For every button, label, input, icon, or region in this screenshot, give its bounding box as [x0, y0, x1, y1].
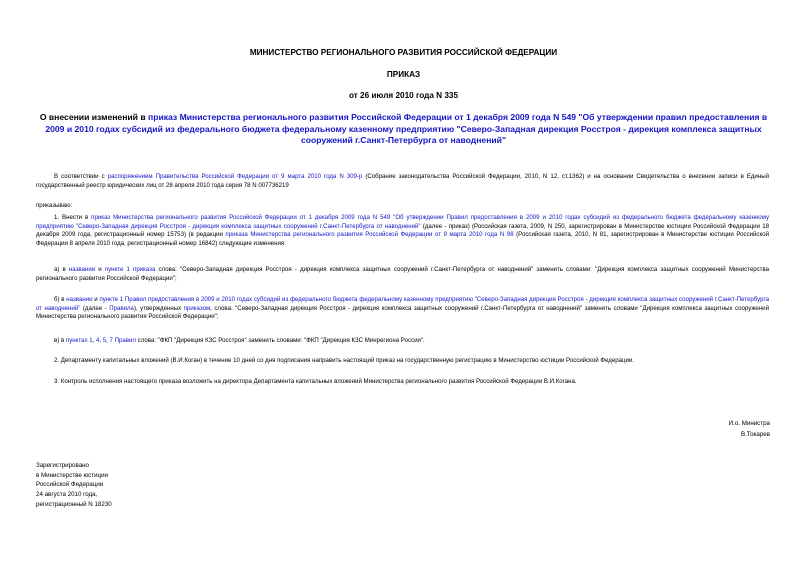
- pv-link-point-1[interactable]: пунктах 1: [65, 337, 93, 344]
- preamble-paragraph: [36, 173, 769, 190]
- registration-block: [36, 461, 236, 510]
- p1-text-3: (Российская газета, 2010, N 81, зарегистрирован в Министерстве юстиции Российской Федерации 8 апреля 2010 года, регистрационный номер 16842) следующие изменения:: [36, 231, 769, 247]
- pv-link-point-5[interactable]: 5: [102, 337, 107, 344]
- preamble-link[interactable]: распоряжением Правительства Российской Федерации от 9 марта 2010 года N 309-р: [107, 173, 363, 180]
- p1-text-2: (далее - приказ) (Российская газета, 2009, N 250, зарегистрирован в Министерстве юстиции Российской Федерации 18 декабря 2009 года, регистрационный номер 15753) (в редакции: [36, 222, 769, 239]
- pb-link-point-1-rules[interactable]: пункте 1 Правил предоставления в 2009 и 2010 годах субсидий из федерального бюджета федеральному казенному предприятию "Северо-Западная дирекция Росстроя - дирекция комплекса защитных сооружений г.Санкт-Петербурга от наводнений": [36, 296, 769, 312]
- paragraph-a: [36, 266, 769, 283]
- registration-line: в Министерстве юстиции: [36, 471, 109, 479]
- date-number-heading: от 26 июля 2010 года N 335: [348, 91, 459, 100]
- p1-text-1: 1. Внести в: [54, 214, 92, 221]
- paragraph-3: 3. Контроль исполнения настоящего приказа возложить на директора Департамента капитальных вложений Министерства регионального развития Российской Федерации В.И.Когана.: [54, 378, 577, 385]
- pv-text-2: ,: [92, 337, 96, 344]
- pa-text-3: слова: "Северо-Западная дирекция Росстроя - дирекция комплекса защитных сооружений г.Санкт-Петербурга от наводнений" заменить словами: "Дирекция комплекса защитных сооружений Министерства регионального развития Российской Федерации";: [36, 266, 770, 282]
- pv-text-4: ,: [106, 337, 110, 344]
- preamble-text-1: В соответствии с: [54, 173, 108, 180]
- pb-text-4: ), утвержденных: [133, 304, 184, 312]
- paragraph-1: [36, 214, 769, 248]
- doc-type-heading: ПРИКАЗ: [386, 70, 421, 79]
- pa-text-1: а) в: [54, 266, 69, 273]
- order-word: приказываю:: [36, 202, 73, 209]
- title-link[interactable]: приказ Министерства регионального развития Российской Федерации от 1 декабря 2009 года N 549 "Об утверждении правил предоставления в 2009 и 2010 годах субсидий из федерального бюджета федеральному казенному предприятию "Северо-Западная дирекция Росстроя - дирекция комплекса защитных сооружений г.Санкт-Петербурга от наводнений": [45, 112, 768, 145]
- pv-text-3: ,: [99, 337, 103, 344]
- p1-link-order-549[interactable]: приказ Министерства регионального развития Российской Федерации от 1 декабря 2009 года N 549 "Об утверждении Правил предоставления в 2009 и 2010 годах субсидий из федерального бюджета федеральному казенному предприятию "Северо-Западная дирекция Росстроя - дирекция комплекса защитных сооружений г.Санкт-Петербурга от наводнений": [36, 214, 770, 230]
- pb-link-rules[interactable]: Правила: [109, 304, 134, 312]
- pb-text-2: и: [92, 296, 100, 303]
- pb-link-order[interactable]: приказом: [183, 304, 211, 312]
- paragraph-v: [36, 337, 769, 346]
- pa-link-title[interactable]: названии: [68, 266, 96, 273]
- registration-line: Зарегистрировано: [36, 462, 89, 469]
- ministry-heading: МИНИСТЕРСТВО РЕГИОНАЛЬНОГО РАЗВИТИЯ РОССИЙСКОЙ ФЕДЕРАЦИИ: [249, 48, 558, 57]
- registration-line: 24 августа 2010 года,: [36, 491, 98, 499]
- registration-line: Российской Федерации: [36, 481, 104, 489]
- title-text: О внесении изменений в: [39, 112, 149, 122]
- pa-text-2: и: [95, 266, 105, 273]
- pv-link-point-7[interactable]: 7 Правил: [109, 337, 136, 344]
- p1-link-order-98[interactable]: приказа Министерства регионального развития Российской Федерации от 9 марта 2010 года N 98: [225, 231, 514, 239]
- paragraph-b: [36, 296, 769, 322]
- pb-text-1: б) в: [54, 296, 67, 303]
- pa-link-point-1[interactable]: пункте 1 приказа: [104, 266, 156, 273]
- pb-link-title[interactable]: названии: [66, 296, 93, 303]
- paragraph-2: 2. Департаменту капитальных вложений (В.И.Коган) в течение 10 дней со дня подписания направить настоящий приказ на государственную регистрацию в Министерство юстиции Российской Федерации.: [54, 357, 635, 364]
- document-title: [30, 112, 777, 147]
- signature-name: В.Токарев: [740, 431, 770, 438]
- pb-text-3: (далее -: [80, 304, 110, 312]
- pv-text-1: в) в: [54, 337, 66, 344]
- pv-link-point-4[interactable]: 4: [95, 337, 100, 344]
- pv-text-5: слова: "ФКП "Дирекция КЗС Росстроя" заменить словами: "ФКП "Дирекция КЗС Минрегиона России".: [135, 337, 425, 344]
- signature-position: И.о. Министра: [728, 420, 770, 427]
- pb-text-5: , слова: "Северо-Западная дирекция Росстроя - дирекция комплекса защитных сооружений г.Санкт-Петербурга от наводнений" заменить словами "Дирекция комплекса защитных сооружений Министерства регионального развития Российской Федерации";: [36, 304, 769, 321]
- preamble-text-2: (Собрание законодательства Российской Федерации, 2010, N 12, ст.1362) и на основании Свидетельства о внесении записи в Единый государственный реестр юридических лиц от 28 апреля 2010 года серия 78 N 007736219: [36, 173, 769, 189]
- registration-line: регистрационный N 18230: [36, 500, 112, 508]
